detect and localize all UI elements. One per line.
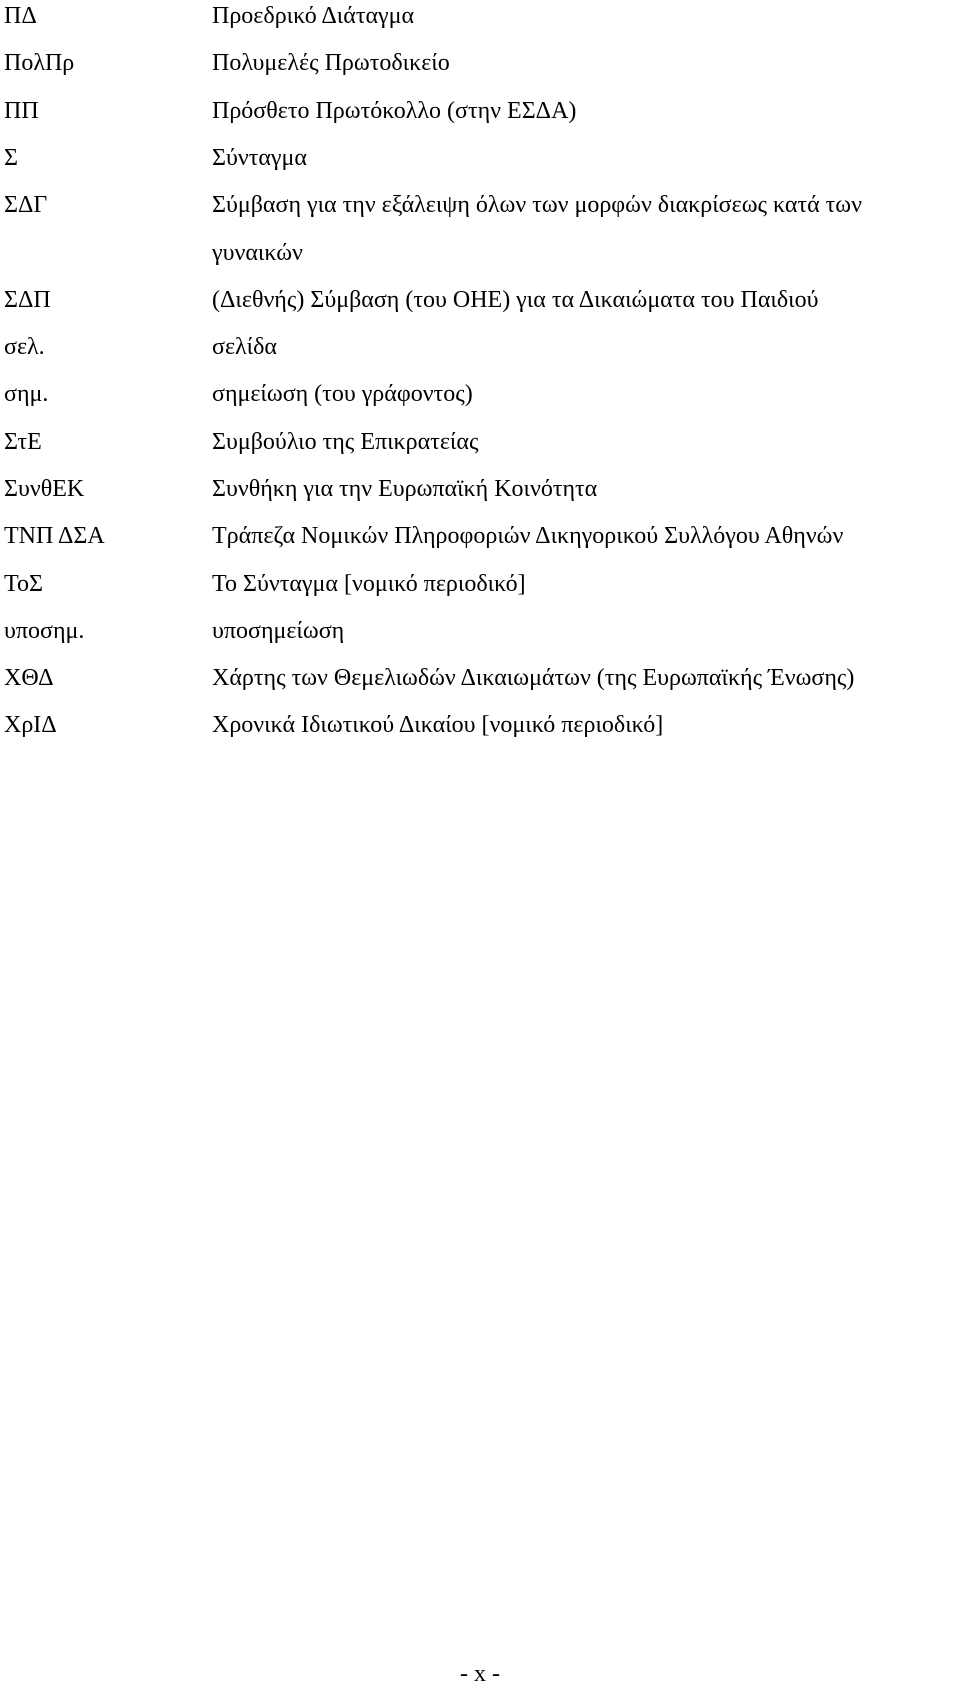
abbreviation: Σ [4, 144, 18, 171]
abbreviation-meaning: Σύνταγμα [212, 144, 307, 171]
abbreviation-list [0, 0, 960, 757]
abbreviation-row [0, 520, 960, 567]
abbreviation-meaning: σημείωση (του γράφοντος) [212, 381, 473, 408]
abbreviation: ΣτΕ [4, 428, 42, 455]
abbreviation-row [0, 709, 960, 756]
abbreviation-meaning: Χάρτης των Θεμελιωδών Δικαιωμάτων (της Ευρωπαϊκής Ένωσης) [212, 665, 855, 692]
abbreviation-meaning: (Διεθνής) Σύμβαση (του ΟΗΕ) για τα Δικαιώματα του Παιδιού [212, 286, 819, 313]
abbreviation: σημ. [4, 381, 49, 408]
abbreviation-meaning: Το Σύνταγμα [νομικό περιοδικό] [212, 570, 526, 597]
abbreviation-meaning: Συμβούλιο της Επικρατείας [212, 428, 479, 455]
abbreviation-row [0, 95, 960, 142]
abbreviation-meaning: Προεδρικό Διάταγμα [212, 3, 415, 29]
abbreviation: ΤΝΠ ΔΣΑ [4, 523, 105, 550]
abbreviation-meaning: υποσημείωση [212, 617, 345, 644]
abbreviation: ΠΠ [4, 97, 39, 124]
abbreviation-row [0, 284, 960, 331]
abbreviation: ΠολΠρ [4, 50, 75, 77]
abbreviation-row [0, 331, 960, 378]
abbreviation: ΤοΣ [4, 570, 43, 597]
abbreviation-row [0, 473, 960, 520]
abbreviation-meaning: Πολυμελές Πρωτοδικείο [212, 50, 450, 77]
abbreviation-meaning: σελίδα [212, 334, 277, 361]
abbreviation-row [0, 378, 960, 425]
abbreviation-meaning: Σύμβαση για την εξάλειψη όλων των μορφών διακρίσεως κατά των γυναικών [212, 192, 862, 267]
abbreviation: ΣΔΠ [4, 286, 51, 313]
abbreviation-row [0, 189, 960, 284]
abbreviation: υποσημ. [4, 617, 85, 644]
abbreviation: ΣυνθΕΚ [4, 475, 85, 502]
abbreviation: ΣΔΓ [4, 192, 48, 219]
abbreviation-meaning: Πρόσθετο Πρωτόκολλο (στην ΕΣΔΑ) [212, 97, 577, 124]
abbreviation-row [0, 426, 960, 473]
abbreviation-meaning: Συνθήκη για την Ευρωπαϊκή Κοινότητα [212, 475, 598, 502]
abbreviation: ΧΘΔ [4, 665, 54, 692]
abbreviation-row [0, 615, 960, 662]
abbreviation-row [0, 662, 960, 709]
abbreviation-row [0, 0, 960, 47]
abbreviation-row [0, 568, 960, 615]
page-number: - x - [460, 1661, 500, 1687]
abbreviation: ΧρΙΔ [4, 712, 57, 739]
abbreviation-meaning: Τράπεζα Νομικών Πληροφοριών Δικηγορικού Συλλόγου Αθηνών [212, 523, 844, 550]
abbreviation: ΠΔ [4, 3, 37, 29]
abbreviation: σελ. [4, 334, 45, 361]
abbreviation-row [0, 47, 960, 94]
abbreviation-meaning: Χρονικά Ιδιωτικού Δικαίου [νομικό περιοδικό] [212, 712, 664, 739]
